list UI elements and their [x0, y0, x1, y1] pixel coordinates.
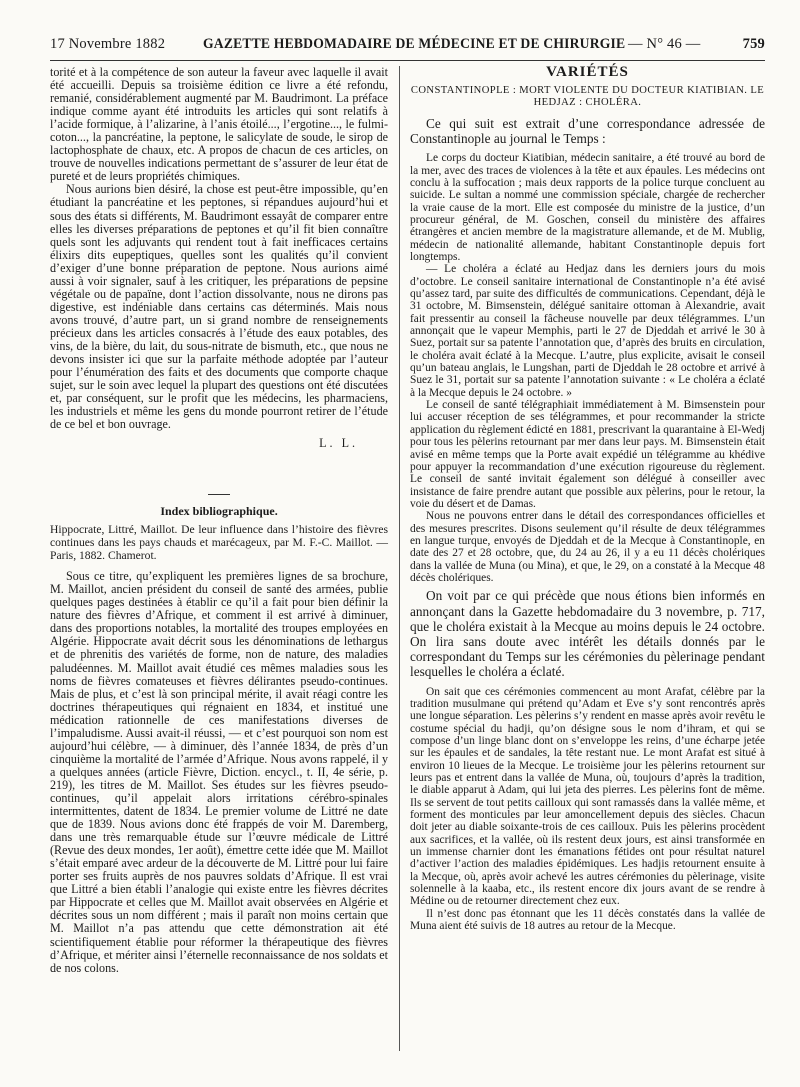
- index-reference: Hippocrate, Littré, Maillot. De leur influence dans l’histoire des fièvres continues dans les pays chauds et marécageux, par M. F.-C. Maillot. — Paris, 1882. Chamerot.: [50, 523, 388, 562]
- header-rule: [50, 60, 765, 61]
- column-divider: [399, 66, 400, 1051]
- section-subheading: CONSTANTINOPLE : MORT VIOLENTE DU DOCTEUR KIATIBIAN. LE HEDJAZ : CHOLÉRA.: [410, 85, 765, 109]
- commentary-paragraph: On voit par ce qui précède que nous étions bien informés en annonçant dans la Gazette hebdomadaire du 3 novembre, p. 717, que le choléra existait à la Mecque au moins depuis le 24 octobre. On lira sans doute avec intérêt les détails donnés par le correspondant du Temps sur les cérémonies du pèlerinage pendant lesquelles le choléra a éclaté.: [410, 588, 765, 680]
- index-heading: Index bibliographique.: [160, 504, 278, 519]
- intro-paragraph: Ce qui suit est extrait d’une correspondance adressée de Constantinople au journal le Temps :: [410, 115, 765, 147]
- letter-paragraph-6: Il n’est donc pas étonnant que les 11 décès constatés dans la vallée de Muna aient été suivis de 18 autres au retour de la Mecque.: [410, 907, 765, 933]
- header-page-number: 759: [742, 36, 765, 52]
- index-paragraph: Sous ce titre, qu’expliquent les premières lignes de sa brochure, M. Maillot, ancien président du conseil de santé des armées, publie quelques pages destinées à établir ce qu’il a fait pour bien définir la nature des fièvres d’Afrique, et comment il est arrivé à diminuer, dans des proportions notables, la mortalité des troupes employées en Algérie. Hippocrate avait décrit sous les dénominations de lethargus et de phrenitis des variétés de forme, non de nature, des maladies paludéennes. M. Maillot avait étudié ces mêmes maladies sous les noms de fièvres comateuses et fièvres délirantes pseudo-continues. Mais de plus, et c’est là son principal mérite, il avait réagi contre les doctrines thérapeutiques qui régnaient en 1834, et institué une médication rationnelle de ces manifestations diverses de l’impaludisme. Aussi avait-il réussi, — et c’est pourquoi son nom est aujourd’hui célèbre, — à diminuer, dès l’année 1834, de près d’un cinquième la mortalité de l’armée d’Afrique. Nous avons rappelé, il y a quelques années (article Fièvre, Diction. encycl., t. II, 4e série, p. 219), les titres de M. Maillot. Ses études sur les fièvres pseudo-continues, qu’il appelait alors irritations cérébro-spinales intermittentes, datent de 1834. Le premier volume de Littré ne date que de 1839. Nous avions donc été frappés de voir M. Daremberg, dans une très remarquable étude sur l’œuvre médicale de Littré (Revue des deux mondes, 1er août), émettre cette idée que M. Maillot s’était emparé avec ardeur de la découverte de M. Littré pour lui faire porter ses fruits auprès de nos pauvres soldats d’Afrique. Il est vrai que Littré a bien établi l’analogie qui existe entre les fièvres décrites par Hippocrate et celles que M. Maillot avait observées en Algérie et décrites sous un nom différent ; mais il paraît non moins certain que M. Maillot n’a pas attendu que cette démonstration ait été scientifiquement établie pour réformer la thérapeutique des fièvres d’Afrique, et mériter ainsi l’éternelle reconnaissance de nos soldats et de nos colons.: [50, 569, 388, 975]
- review-paragraph-2: Nous aurions bien désiré, la chose est peut-être impossible, qu’en étudiant la pancréatine et les peptones, si répandues aujourd’hui et sous des états si différents, M. Baudrimont essayât de comparer entre elles les diverses préparations de peptones et qu’il fit bien connaître quels sont les adjuvants qui rendent tout à fait inefficaces certains élixirs dits eupeptiques, quelles sont les qualités qu’il convient d’exiger d’une bonne préparation de peptone. Nous aurions aimé aussi à voir signaler, sauf à les critiquer, les préparations de pepsine végétale ou de papaïne, dont l’action dissolvante, nous ne dirons pas digestive, est indéniable dans certains cas déterminés. Mais nous avons trouvé, d’autre part, un si grand nombre de renseignements précieux dans les articles consacrés à l’étude des eaux potables, des vins, de la bière, du lait, du sous-nitrate de bismuth, etc., que nous ne devons insister ici que sur la parfaite méthode adoptée par l’auteur pour l’énumération des faits et des documents que comporte chaque sujet, sur le soin avec lequel la plupart des questions ont été discutées et, par conséquent, sur le profit que les médecins, les pharmaciens, les industriels et même les gens du monde pourront retirer de l’étude de ce bel et bon ouvrage.: [50, 182, 388, 432]
- letter-paragraph-5: On sait que ces cérémonies commencent au mont Arafat, célèbre par la tradition musulmane qui prétend qu’Adam et Eve s’y sont rencontrés après une longue séparation. Les pèlerins s’y rendent en masse après avoir revêtu le costume spécial du hadji, qu’on désigne sous le nom d’ihram, et qui se compose d’un linge blanc dont on s’enveloppe les reins, d’une écharpe jetée sur les épaules et de sandales, la tête restant nue. Le mont Arafat est situé à environ 10 lieues de la Mecque. Le troisième jour les pèlerins retournent sur leurs pas et entrent dans la vallée de Muna, où, toujours d’après la tradition, le diable apparut à Adam, qui lui jeta des pierres. Les pèlerins font de même. Ils se servent de tout petits cailloux qui sont ramassés dans la vallée même, et forment des monticules par leur amoncellement depuis des siècles. Chacun doit jeter au diable soixante-trois de ces cailloux. Puis les pèlerins procèdent aux sacrifices, et la vallée, où ils restent deux jours, est ainsi transformée en un immense charnier dont les émanations fétides ont pour résultat naturel d’activer l’action des maladies épidémiques. Les hadjis retournent ensuite à la Mecque, où, après avoir achevé les autres cérémonies du pèlerinage, visite solennelle à la kaaba, etc., ils restent encore dix jours avant de se rendre à Médine ou de retourner directement chez eux.: [410, 685, 765, 908]
- review-paragraph-1: torité et à la compétence de son auteur la faveur avec laquelle il avait été accueilli. Depuis sa troisième édition ce livre a été refondu, remanié, considérablement augmenté par M. Baudrimont. La préface indique comme ayant été introduits les articles qui sont relatifs à l’acide formique, à l’alizarine, à l’anis étoilé..., l’ergotine..., le fulmi-coton..., la pancréatine, la peptone, le salicylate de soude, le sirop de lactophosphate de chaux, etc. A propos de chacun de ces articles, on trouve de nouvelles indications permettant de s’assurer de leur état de pureté et de leurs propriétés chimiques.: [50, 65, 388, 184]
- review-signature: L. L.: [319, 436, 358, 451]
- header-date: 17 Novembre 1882: [50, 36, 166, 52]
- header-issue-number: — N° 46 —: [628, 36, 701, 52]
- letter-paragraph-2: — Le choléra a éclaté au Hedjaz dans les derniers jours du mois d’octobre. Le conseil sanitaire international de Constantinople n’a été avisé qu’assez tard, par suite des difficultés de communications. Cependant, déjà le 31 octobre, M. Bimsenstein, délégué sanitaire ottoman à Alexandrie, avait fait pressentir au conseil la fâcheuse nouvelle par deux télégrammes. L’un annonçait que le vapeur Memphis, parti le 27 de Djeddah et arrivé le 30 à Suez, portait sur sa patente l’annotation que, d’après des bruits en circulation, le choléra avait éclaté à la Mecque. L’autre, plus explicite, avisait le conseil qu’un bateau anglais, le Lungshan, parti de Djeddah le 28 octobre et arrivé à Suez le 31, portait sur sa patente l’annotation suivante : « Le choléra a éclaté à la Mecque depuis le 24 octobre. »: [410, 263, 765, 399]
- right-column: [410, 66, 765, 932]
- header-journal-title: GAZETTE HEBDOMADAIRE DE MÉDECINE ET DE CHIRURGIE: [203, 36, 626, 52]
- letter-paragraph-4: Nous ne pouvons entrer dans le détail des correspondances officielles et des mesures prescrites. Disons seulement qu’il résulte de deux télégrammes en langue turque, envoyés de Djeddah et de la Mecque à Constantinople, en date des 27 et 28 octobre, que, du 24 au 26, il y a eu 11 décès cholériques dans la vallée de Muna (ou Mina), et que, le 29, on a constaté à la Mecque 48 décès cholériques.: [410, 510, 765, 584]
- section-title: VARIÉTÉS: [546, 64, 629, 80]
- letter-paragraph-3: Le conseil de santé télégraphiait immédiatement à M. Bimsenstein pour lui accuser réception de ses télégrammes, et pour recommander la stricte application du règlement édicté en 1881, prescrivant la quarantaine à El-Wedj pour tous les pèlerins retournant par mer dans leur pays. M. Bimsenstein était avisé en même temps que la Porte avait expédié un télégramme au khédive pour appuyer la recommandation d’une exécution rigoureuse du règlement. Le conseil de santé invitait également son délégué à conseiller avec insistance de faire prendre autant que possible aux pèlerins, pour le retour, la voie du désert et de Damas.: [410, 399, 765, 510]
- running-header: [50, 36, 765, 56]
- section-divider: [208, 494, 230, 495]
- left-column: [50, 66, 388, 975]
- letter-paragraph-1: Le corps du docteur Kiatibian, médecin sanitaire, a été trouvé au bord de la mer, avec des traces de violences à la tête et aux épaules. Les médecins ont conclu à la suffocation ; mais deux rapports de la police turque concluent au suicide. Le sultan a nommé une commission spéciale, chargée de rechercher la vraie cause de la mort. Elle est composée du ministre de la justice, d’un procureur général, de M. Goschen, conseil du ministère des affaires étrangères et ancien membre de la magistrature allemande, et de M. Mublig, médecin de nationalité allemande, habitant Constantinople depuis fort longtemps.: [410, 152, 765, 264]
